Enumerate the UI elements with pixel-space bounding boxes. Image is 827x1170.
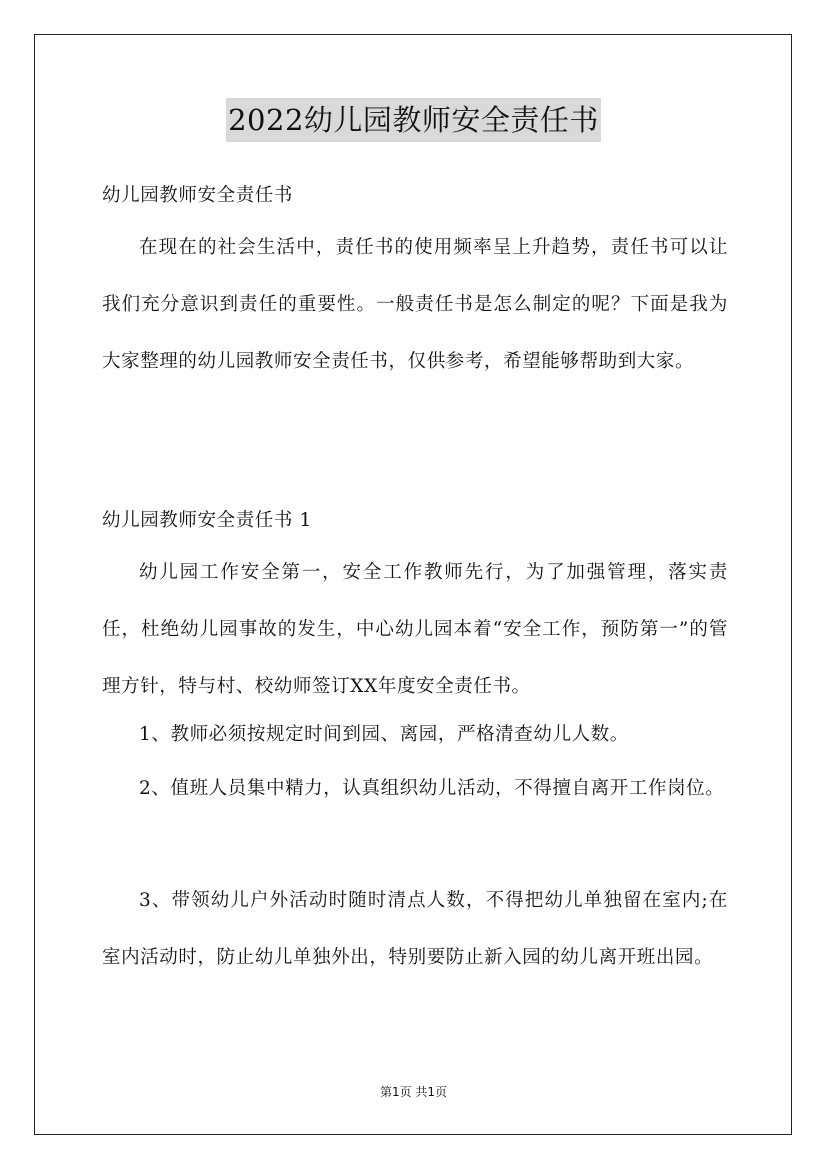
section1-item-2: 2、值班人员集中精力，认真组织幼儿活动，不得擅自离开工作岗位。 [139,778,725,799]
section1-paragraph: 幼儿园工作安全第一，安全工作教师先行，为了加强管理，落实责任，杜绝幼儿园事故的发生，中心幼儿园本着“安全工作，预防第一”的管理方针，特与村、校幼师签订XX年度安全责任书。 [102,562,728,697]
intro-paragraph: 在现在的社会生活中，责任书的使用频率呈上升趋势，责任书可以让我们充分意识到责任的重要性。一般责任书是怎么制定的呢？下面是我为大家整理的幼儿园教师安全责任书，仅供参考，希望能够帮助到大家。 [102,237,728,372]
section1-heading: 幼儿园教师安全责任书 1 [102,510,312,531]
page-footer: 第1页 共1页 [379,1085,448,1099]
section1-item-1: 1、教师必须按规定时间到园、离园，严格清查幼儿人数。 [139,724,629,745]
document-title: 2022幼儿园教师安全责任书 [226,98,601,142]
section1-item-3: 3、带领幼儿户外活动时随时清点人数，不得把幼儿单独留在室内;在室内活动时，防止幼儿单独外出，特别要防止新入园的幼儿离开班出园。 [102,890,728,968]
intro-heading: 幼儿园教师安全责任书 [102,185,294,206]
title-container [0,98,827,142]
